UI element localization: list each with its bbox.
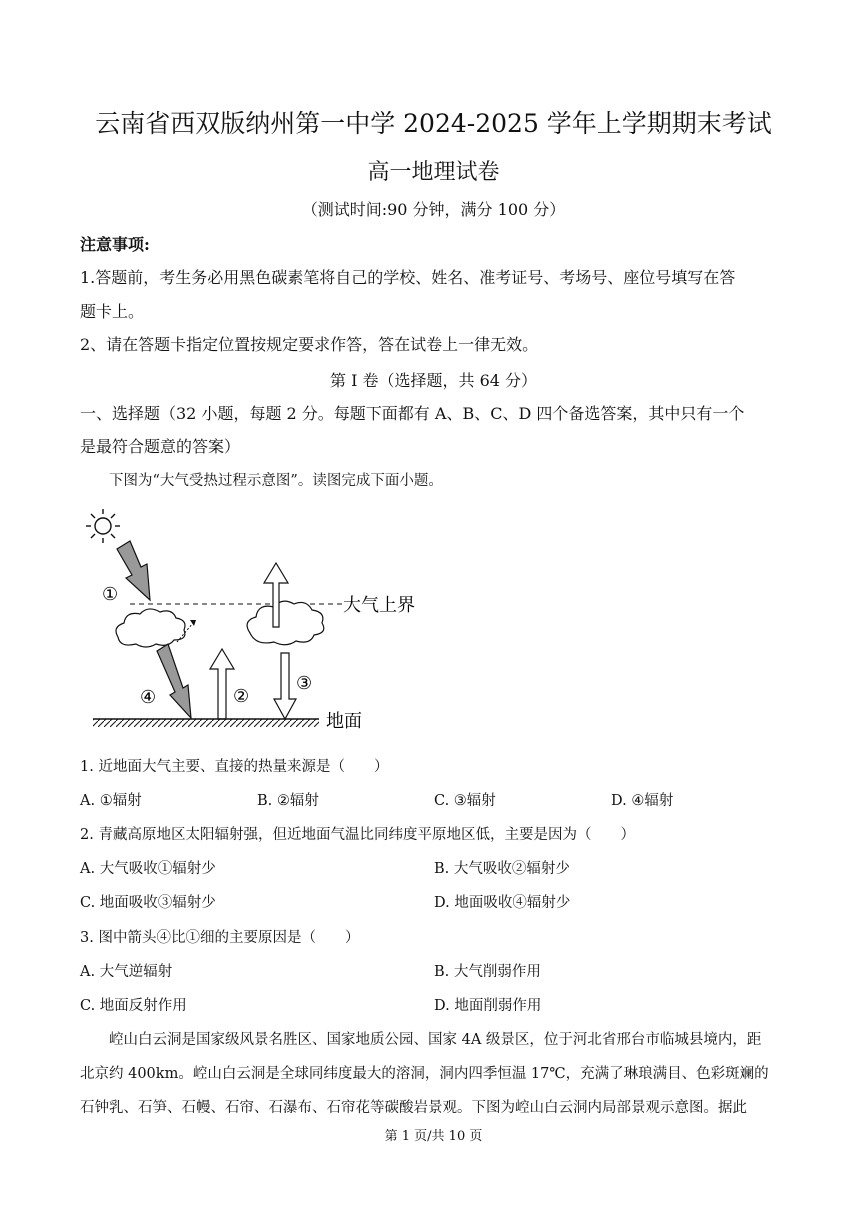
arrow-3 <box>274 653 296 719</box>
mark-2: ② <box>233 686 250 707</box>
question-2-option-a: A. 大气吸收①辐射少 <box>80 861 216 877</box>
arrow-4 <box>157 644 191 718</box>
notice-heading: 注意事项: <box>80 235 150 254</box>
passage-line-2: 北京约 400km。崆山白云洞是全球同纬度最大的溶洞，洞内四季恒温 17℃，充满了琳琅满目、色彩斑斓的 <box>80 1066 769 1082</box>
question-1-option-a: A. ①辐射 <box>80 793 142 809</box>
atmosphere-top-label: 大气上界 <box>343 595 415 616</box>
question-1-option-c: C. ③辐射 <box>434 793 496 809</box>
notice-item-2: 2、请在答题卡指定位置按规定要求作答，答在试卷上一律无效。 <box>80 335 539 354</box>
sun-icon <box>86 509 120 543</box>
passage-line-1: 崆山白云洞是国家级风景名胜区、国家地质公园、国家 4A 级景区，位于河北省邢台市临城县境内，距 <box>109 1032 762 1048</box>
section-heading: 第 I 卷（选择题，共 64 分） <box>329 371 538 390</box>
notice-item-1-line-1: 1.答题前，考生务必用黑色碳素笔将自己的学校、姓名、准考证号、考场号、座位号填写在答 <box>80 268 736 287</box>
ground-label: 地面 <box>326 711 362 732</box>
exam-subtitle: 高一地理试卷 <box>367 160 500 185</box>
figure-intro: 下图为“大气受热过程示意图”。读图完成下面小题。 <box>109 473 443 489</box>
question-3-option-b: B. 大气削弱作用 <box>434 964 541 980</box>
exam-title: 云南省西双版纳州第一中学 2024-2025 学年上学期期末考试 <box>95 109 772 138</box>
arrow-1 <box>117 541 150 600</box>
section-intro-line-2: 是最符合题意的答案） <box>80 437 241 456</box>
question-2-stem: 2. 青藏高原地区太阳辐射强，但近地面气温比同纬度平原地区低，主要是因为（ ） <box>80 827 635 843</box>
cloud-icon <box>247 601 324 645</box>
question-3-option-c: C. 地面反射作用 <box>80 998 187 1014</box>
question-2-option-b: B. 大气吸收②辐射少 <box>434 861 570 877</box>
mark-1: ① <box>102 584 119 605</box>
question-2-option-c: C. 地面吸收③辐射少 <box>80 895 216 911</box>
mark-3: ③ <box>296 673 313 694</box>
ground-hatch <box>93 719 319 727</box>
question-1-option-d: D. ④辐射 <box>611 793 674 809</box>
atmosphere-heating-diagram <box>80 505 415 735</box>
cloud-icon <box>116 609 185 647</box>
exam-time-info: （测试时间:90 分钟，满分 100 分） <box>301 200 566 219</box>
passage-line-3: 石钟乳、石笋、石幔、石帘、石瀑布、石帘花等碳酸岩景观。下图为崆山白云洞内局部景观示意图。据此 <box>80 1100 747 1116</box>
question-2-option-d: D. 地面吸收④辐射少 <box>434 895 571 911</box>
notice-item-1-line-2: 题卡上。 <box>80 302 145 321</box>
question-1-stem: 1. 近地面大气主要、直接的热量来源是（ ） <box>80 759 389 775</box>
question-3-option-d: D. 地面削弱作用 <box>434 998 542 1014</box>
question-3-option-a: A. 大气逆辐射 <box>80 964 173 980</box>
page-footer: 第 1 页/共 10 页 <box>384 1129 483 1144</box>
question-3-stem: 3. 图中箭头④比①细的主要原因是（ ） <box>80 930 360 946</box>
question-1-option-b: B. ②辐射 <box>257 793 319 809</box>
section-intro-line-1: 一、选择题（32 小题，每题 2 分。每题下面都有 A、B、C、D 四个备选答案，其中只有一个 <box>80 404 745 423</box>
arrow-2 <box>210 649 234 719</box>
mark-4: ④ <box>140 687 157 708</box>
